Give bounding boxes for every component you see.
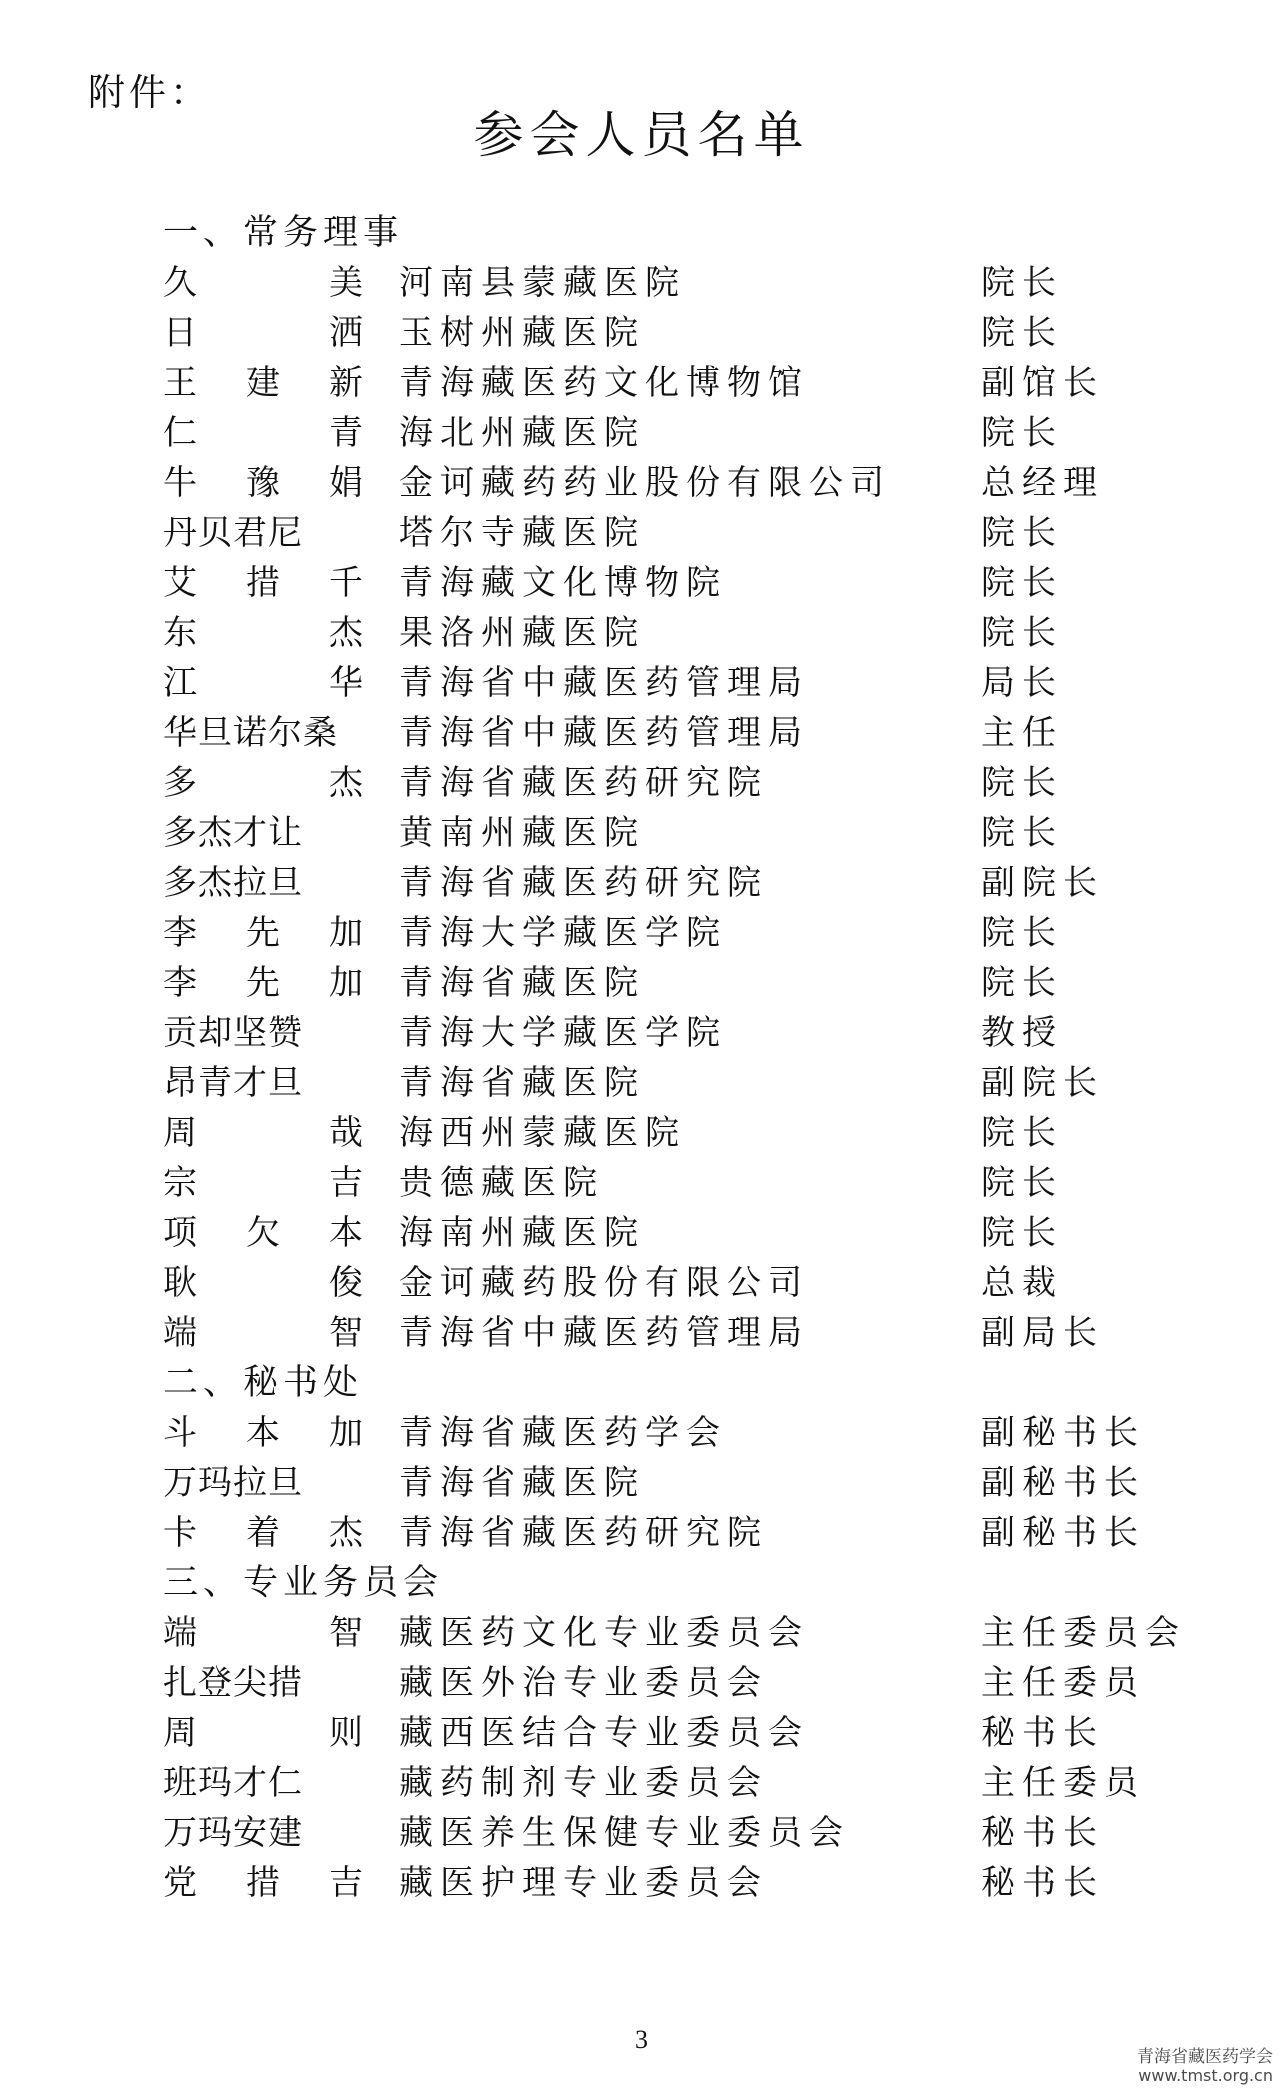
attendee-organization: 藏医护理专业委员会 xyxy=(399,1863,768,1903)
attendee-name xyxy=(163,708,363,758)
attendee-row xyxy=(163,1858,1203,1908)
attendee-name-char: 多 xyxy=(163,763,197,803)
section-heading: 三、专业务员会 xyxy=(163,1563,444,1603)
attendee-organization: 青海藏医药文化博物馆 xyxy=(399,363,809,403)
attendee-row xyxy=(163,1408,1203,1458)
attendee-name-char: 周 xyxy=(163,1113,197,1153)
attendee-organization: 青海省藏医药研究院 xyxy=(399,1513,768,1553)
attendee-row xyxy=(163,1258,1203,1308)
attendee-name-char: 华旦诺尔桑 xyxy=(163,713,338,753)
attendee-row xyxy=(163,708,1203,758)
attendee-position: 院长 xyxy=(981,313,1063,353)
attendee-name-char: 着 xyxy=(246,1513,280,1553)
attendee-name-char: 扎登尖措 xyxy=(163,1663,303,1703)
attendee-name-char: 仁 xyxy=(163,413,197,453)
attendee-position: 教授 xyxy=(981,1013,1063,1053)
attendee-organization: 青海藏文化博物院 xyxy=(399,563,727,603)
attendee-name-char: 艾 xyxy=(163,563,197,603)
attendee-row xyxy=(163,908,1203,958)
attendee-name xyxy=(163,1008,363,1058)
attendee-position: 院长 xyxy=(981,563,1063,603)
attendee-name-char: 日 xyxy=(163,313,197,353)
attendee-position: 院长 xyxy=(981,963,1063,1003)
attendee-row xyxy=(163,1708,1203,1758)
attendee-row xyxy=(163,1158,1203,1208)
attendee-position: 副馆长 xyxy=(981,363,1104,403)
attendee-organization: 藏药制剂专业委员会 xyxy=(399,1763,768,1803)
attendee-name xyxy=(163,358,363,408)
attendee-organization: 青海大学藏医学院 xyxy=(399,1013,727,1053)
attendee-name xyxy=(163,408,363,458)
attendee-row xyxy=(163,608,1203,658)
attendee-name-char: 新 xyxy=(329,363,363,403)
attendee-organization: 塔尔寺藏医院 xyxy=(399,513,645,553)
attendee-list xyxy=(163,208,1203,1908)
attendee-name-char: 哉 xyxy=(329,1113,363,1153)
attendee-position: 主任委员 xyxy=(981,1763,1145,1803)
attendee-name xyxy=(163,1158,363,1208)
attendee-name-char: 千 xyxy=(329,563,363,603)
attendee-position: 秘书长 xyxy=(981,1813,1104,1853)
attendee-name-char: 耿 xyxy=(163,1263,197,1303)
attendee-organization: 黄南州藏医院 xyxy=(399,813,645,853)
attendee-organization: 金诃藏药药业股份有限公司 xyxy=(399,463,891,503)
attendee-name xyxy=(163,258,363,308)
attendee-row xyxy=(163,658,1203,708)
attendee-organization: 青海省藏医药学会 xyxy=(399,1413,727,1453)
attendee-name-char: 宗 xyxy=(163,1163,197,1203)
page-number: 3 xyxy=(635,2025,648,2054)
attendee-row xyxy=(163,808,1203,858)
attendee-row xyxy=(163,358,1203,408)
attendee-row xyxy=(163,558,1203,608)
attendee-position: 局长 xyxy=(981,663,1063,703)
attendee-name xyxy=(163,558,363,608)
attendee-name-char: 牛 xyxy=(163,463,197,503)
attendee-row xyxy=(163,1758,1203,1808)
attendee-name-char: 昂青才旦 xyxy=(163,1063,303,1103)
attendee-organization: 藏西医结合专业委员会 xyxy=(399,1713,809,1753)
attendee-name-char: 端 xyxy=(163,1313,197,1353)
section-heading: 二、秘书处 xyxy=(163,1363,364,1403)
attendee-name-char: 先 xyxy=(246,913,280,953)
attendee-name xyxy=(163,1758,363,1808)
attendee-position: 院长 xyxy=(981,613,1063,653)
attendee-organization: 青海省藏医药研究院 xyxy=(399,863,768,903)
attendee-row xyxy=(163,1108,1203,1158)
attendee-name xyxy=(163,758,363,808)
attendee-name xyxy=(163,1258,363,1308)
attendee-organization: 藏医养生保健专业委员会 xyxy=(399,1813,850,1853)
attendee-name-char: 加 xyxy=(329,963,363,1003)
attendee-organization: 青海省中藏医药管理局 xyxy=(399,1313,809,1353)
attendee-position: 副秘书长 xyxy=(981,1463,1145,1503)
attendee-name xyxy=(163,1858,363,1908)
attendee-position: 院长 xyxy=(981,913,1063,953)
attendee-organization: 玉树州藏医院 xyxy=(399,313,645,353)
attendee-position: 总经理 xyxy=(981,463,1104,503)
attendee-name xyxy=(163,1458,363,1508)
attendee-organization: 海北州藏医院 xyxy=(399,413,645,453)
attendee-name-char: 洒 xyxy=(329,313,363,353)
attendee-position: 院长 xyxy=(981,263,1063,303)
attendee-name xyxy=(163,858,363,908)
attendee-name-char: 智 xyxy=(329,1613,363,1653)
attendee-name xyxy=(163,1108,363,1158)
attendee-name-char: 贡却坚赞 xyxy=(163,1013,303,1053)
attendee-name-char: 本 xyxy=(246,1413,280,1453)
attendee-name-char: 丹贝君尼 xyxy=(163,513,303,553)
attendee-name xyxy=(163,1508,363,1558)
attendee-name-char: 青 xyxy=(329,413,363,453)
attendee-row xyxy=(163,758,1203,808)
attendee-organization: 河南县蒙藏医院 xyxy=(399,263,686,303)
attendee-name-char: 欠 xyxy=(246,1213,280,1253)
attendee-row xyxy=(163,458,1203,508)
watermark xyxy=(1137,2047,1273,2085)
attendee-organization: 藏医外治专业委员会 xyxy=(399,1663,768,1703)
watermark-name: 青海省藏医药学会 xyxy=(1137,2047,1273,2067)
attendee-name-char: 美 xyxy=(329,263,363,303)
attendee-name-char: 久 xyxy=(163,263,197,303)
attendee-position: 主任 xyxy=(981,713,1063,753)
attendee-name-char: 李 xyxy=(163,963,197,1003)
attendee-name xyxy=(163,1308,363,1358)
attendee-name-char: 周 xyxy=(163,1713,197,1753)
attendee-position: 副院长 xyxy=(981,863,1104,903)
attendee-row xyxy=(163,1208,1203,1258)
attendee-position: 主任委员会 xyxy=(981,1613,1186,1653)
attendee-row xyxy=(163,1808,1203,1858)
attendee-name-char: 豫 xyxy=(246,463,280,503)
attendee-name xyxy=(163,308,363,358)
attendee-name-char: 端 xyxy=(163,1613,197,1653)
attendee-name-char: 李 xyxy=(163,913,197,953)
attendee-name-char: 江 xyxy=(163,663,197,703)
attendee-organization: 海南州藏医院 xyxy=(399,1213,645,1253)
attendee-name-char: 班玛才仁 xyxy=(163,1763,303,1803)
attendee-name-char: 杰 xyxy=(329,1513,363,1553)
attendee-name-char: 华 xyxy=(329,663,363,703)
attendee-name xyxy=(163,1058,363,1108)
attendee-name-char: 吉 xyxy=(329,1863,363,1903)
attendee-name xyxy=(163,1208,363,1258)
attendee-name-char: 斗 xyxy=(163,1413,197,1453)
attendee-position: 秘书长 xyxy=(981,1863,1104,1903)
attendee-organization: 贵德藏医院 xyxy=(399,1163,604,1203)
attendee-name-char: 娟 xyxy=(329,463,363,503)
attendee-position: 副局长 xyxy=(981,1313,1104,1353)
attendee-organization: 果洛州藏医院 xyxy=(399,613,645,653)
attendee-position: 院长 xyxy=(981,1113,1063,1153)
attendee-name-char: 多杰才让 xyxy=(163,813,303,853)
attendee-position: 副秘书长 xyxy=(981,1513,1145,1553)
attendee-name-char: 项 xyxy=(163,1213,197,1253)
attendee-name-char: 建 xyxy=(246,363,280,403)
attendee-organization: 金诃藏药股份有限公司 xyxy=(399,1263,809,1303)
attendee-row xyxy=(163,1008,1203,1058)
attendee-position: 院长 xyxy=(981,513,1063,553)
attendee-row xyxy=(163,308,1203,358)
section-heading: 一、常务理事 xyxy=(163,213,404,253)
attendee-position: 院长 xyxy=(981,763,1063,803)
attendee-name-char: 措 xyxy=(246,1863,280,1903)
attendee-name-char: 万玛安建 xyxy=(163,1813,303,1853)
attendee-row xyxy=(163,1058,1203,1108)
attendee-name-char: 本 xyxy=(329,1213,363,1253)
attendee-name-char: 措 xyxy=(246,563,280,603)
attendee-name xyxy=(163,1608,363,1658)
attendee-row xyxy=(163,1508,1203,1558)
attendee-organization: 海西州蒙藏医院 xyxy=(399,1113,686,1153)
attendee-organization: 藏医药文化专业委员会 xyxy=(399,1613,809,1653)
attendee-organization: 青海省中藏医药管理局 xyxy=(399,663,809,703)
attachment-label: 附件： xyxy=(88,71,211,114)
attendee-name-char: 万玛拉旦 xyxy=(163,1463,303,1503)
attendee-name xyxy=(163,658,363,708)
attendee-organization: 青海省中藏医药管理局 xyxy=(399,713,809,753)
attendee-name xyxy=(163,458,363,508)
attendee-name xyxy=(163,1408,363,1458)
attendee-position: 总裁 xyxy=(981,1263,1063,1303)
attendee-organization: 青海省藏医院 xyxy=(399,1063,645,1103)
attendee-name-char: 则 xyxy=(329,1713,363,1753)
attendee-position: 院长 xyxy=(981,1163,1063,1203)
attendee-position: 院长 xyxy=(981,413,1063,453)
attendee-name-char: 加 xyxy=(329,1413,363,1453)
attendee-position: 副秘书长 xyxy=(981,1413,1145,1453)
attendee-position: 院长 xyxy=(981,813,1063,853)
attendee-position: 副院长 xyxy=(981,1063,1104,1103)
attendee-position: 主任委员 xyxy=(981,1663,1145,1703)
attendee-name-char: 智 xyxy=(329,1313,363,1353)
attendee-name-char: 俊 xyxy=(329,1263,363,1303)
attendee-name-char: 卡 xyxy=(163,1513,197,1553)
page-title: 参会人员名单 xyxy=(473,106,810,164)
attendee-name-char: 党 xyxy=(163,1863,197,1903)
attendee-organization: 青海大学藏医学院 xyxy=(399,913,727,953)
attendee-organization: 青海省藏医药研究院 xyxy=(399,763,768,803)
attendee-row xyxy=(163,258,1203,308)
attendee-name-char: 东 xyxy=(163,613,197,653)
attendee-name xyxy=(163,508,363,558)
attendee-organization: 青海省藏医院 xyxy=(399,963,645,1003)
attendee-name xyxy=(163,908,363,958)
attendee-organization: 青海省藏医院 xyxy=(399,1463,645,1503)
attendee-name xyxy=(163,808,363,858)
attendee-row xyxy=(163,1458,1203,1508)
attendee-name xyxy=(163,1658,363,1708)
attendee-name xyxy=(163,1808,363,1858)
attendee-row xyxy=(163,408,1203,458)
attendee-name xyxy=(163,608,363,658)
watermark-url: www.tmst.org.cn xyxy=(1138,2066,1273,2085)
attendee-row xyxy=(163,1608,1203,1658)
attendee-name xyxy=(163,1708,363,1758)
attendee-name-char: 吉 xyxy=(329,1163,363,1203)
attendee-row xyxy=(163,858,1203,908)
attendee-name-char: 杰 xyxy=(329,763,363,803)
attendee-name-char: 杰 xyxy=(329,613,363,653)
attendee-row xyxy=(163,1308,1203,1358)
attendee-position: 秘书长 xyxy=(981,1713,1104,1753)
attendee-row xyxy=(163,1658,1203,1708)
attendee-name-char: 加 xyxy=(329,913,363,953)
attendee-name-char: 多杰拉旦 xyxy=(163,863,303,903)
attendee-name-char: 王 xyxy=(163,363,197,403)
attendee-name-char: 先 xyxy=(246,963,280,1003)
attendee-row xyxy=(163,508,1203,558)
attendee-name xyxy=(163,958,363,1008)
attendee-row xyxy=(163,958,1203,1008)
attendee-position: 院长 xyxy=(981,1213,1063,1253)
